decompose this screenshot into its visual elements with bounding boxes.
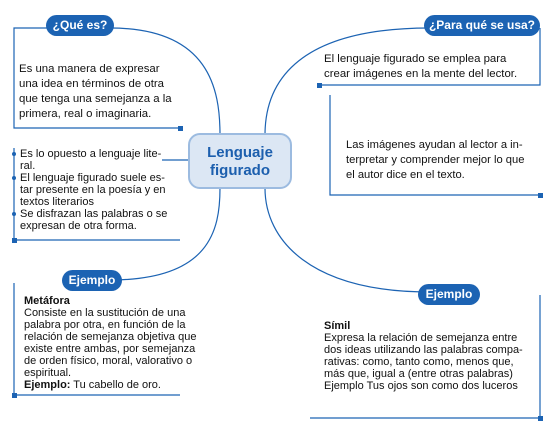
example-label: Ejemplo: (24, 379, 71, 391)
simil-line: Ejemplo Tus ojos son como dos luceros (324, 380, 518, 392)
center-title-line2: figurado (210, 162, 270, 179)
purpose-line: El lenguaje figurado se emplea para (324, 53, 507, 65)
list-item-line: tar presente en la poesía y en (20, 184, 166, 196)
connector-end (12, 393, 17, 398)
metafora-line: relación de semejanza objetiva que (24, 331, 197, 343)
definition-text (19, 62, 179, 122)
metafora-line: Consiste en la sustitución de una (24, 307, 186, 319)
simil-line: rativas: como, tanto como, menos que, (324, 356, 514, 368)
list-item-line: ral. (20, 160, 36, 172)
purpose-line: crear imágenes en la mente del lector. (324, 68, 518, 80)
simil-line: dos ideas utilizando las palabras compa- (324, 344, 523, 356)
example-text: Tu cabello de oro. (70, 379, 161, 391)
metafora-block (24, 295, 219, 391)
metafora-line: existe entre ambas, por semejanza (24, 343, 196, 355)
connector-end (12, 238, 17, 243)
list-item-line: Se disfrazan las palabras o se (20, 208, 168, 220)
label-para-que-se-usa: ¿Para qué se usa? (424, 15, 540, 36)
purpose-bullet-line: Las imágenes ayudan al lector a in- (346, 139, 523, 151)
list-item-line: El lenguaje figurado suele es- (20, 172, 165, 184)
list-item-line: Es lo opuesto a lenguaje lite- (20, 148, 162, 160)
simil-line: Expresa la relación de semejanza entre (324, 332, 518, 344)
list-item (12, 148, 182, 172)
definition-line: una idea en términos de otra (19, 78, 165, 90)
connector-end (317, 83, 322, 88)
simil-line: más que, igual a (entre otras palabras) (324, 368, 513, 380)
connector-end (538, 193, 543, 198)
connector-end (538, 416, 543, 421)
list-item-line: textos literarios (20, 196, 94, 208)
list-item (12, 208, 182, 232)
list-item-line: expresan de otra forma. (20, 220, 137, 232)
label-ejemplo-right: Ejemplo (418, 284, 480, 305)
definition-line: primera, real o imaginaria. (19, 108, 152, 120)
purpose-bullet-line: el autor dice en el texto. (346, 169, 465, 181)
central-concept-node (188, 133, 292, 189)
list-item (12, 172, 182, 208)
purpose-text (324, 52, 544, 82)
metafora-line: palabra por otra, en función de la (24, 319, 186, 331)
bullet-icon (12, 176, 16, 180)
simil-heading: Símil (324, 320, 351, 332)
simil-block (324, 320, 542, 392)
purpose-bullet (338, 138, 543, 183)
list-item (338, 138, 543, 183)
center-title-line1: Lenguaje (207, 144, 273, 161)
purpose-bullet-line: terpretar y comprender mejor lo que (346, 154, 525, 166)
label-que-es: ¿Qué es? (46, 15, 114, 36)
metafora-line: de orden físico, moral, valorativo o (24, 355, 193, 367)
metafora-example (24, 379, 219, 391)
definition-line: Es una manera de expresar (19, 63, 160, 75)
label-ejemplo-left: Ejemplo (62, 270, 122, 291)
metafora-line: espiritual. (24, 367, 72, 379)
bullet-icon (12, 212, 16, 216)
connector-end (178, 126, 183, 131)
definition-line: que tenga una semejanza a la (19, 93, 172, 105)
metafora-heading: Metáfora (24, 295, 70, 307)
bullet-icon (12, 152, 16, 156)
characteristics-list (12, 148, 182, 232)
